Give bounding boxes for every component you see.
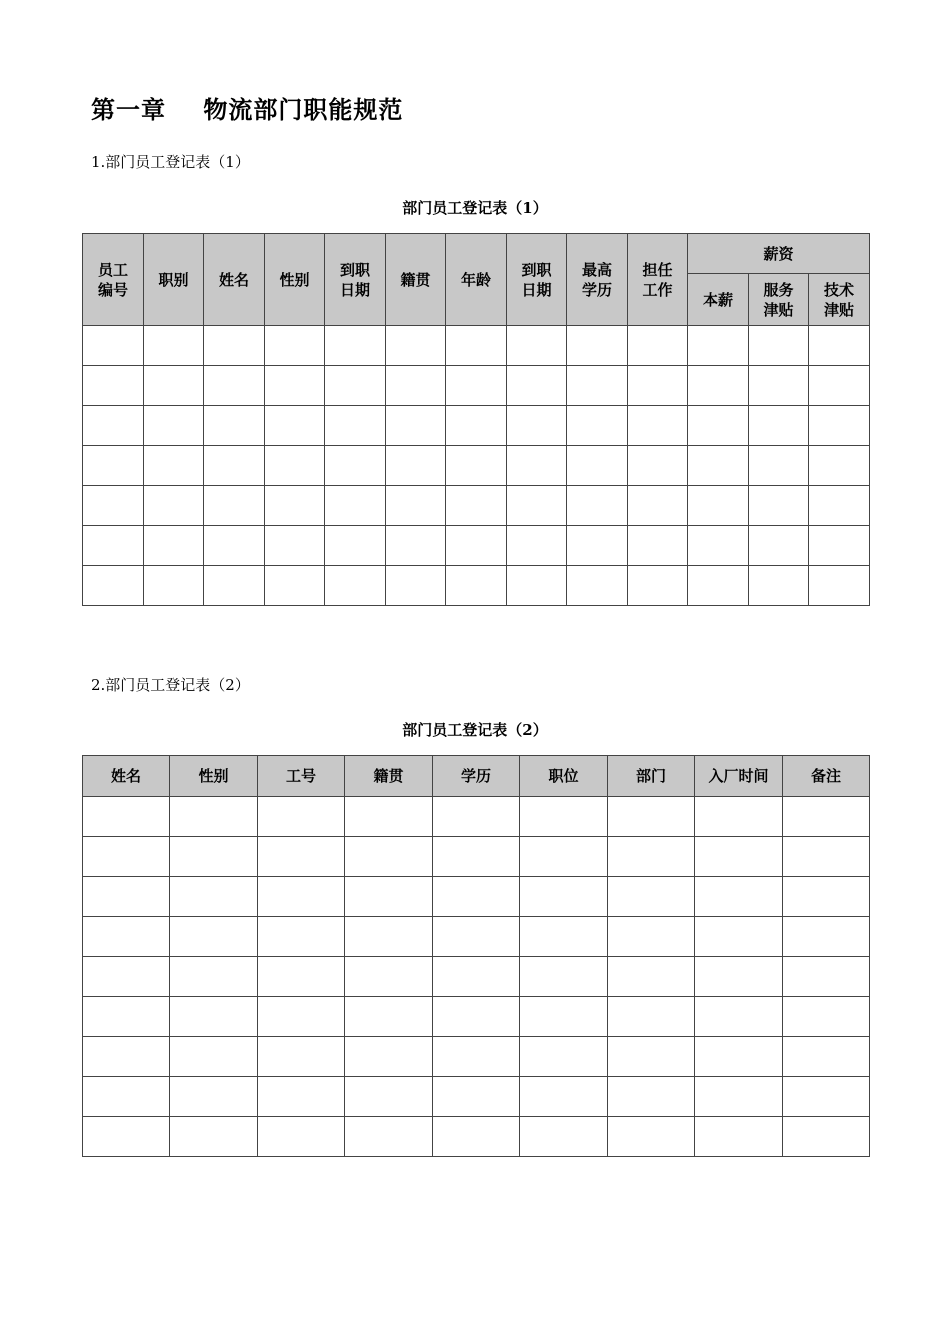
table-2-cell[interactable] xyxy=(345,1117,433,1157)
table-1-cell[interactable] xyxy=(325,406,386,446)
table-2-cell[interactable] xyxy=(345,957,433,997)
table-2-cell[interactable] xyxy=(258,877,345,917)
header-position: 职别 xyxy=(144,234,204,326)
table-1-cell[interactable] xyxy=(749,366,809,406)
table-2-row xyxy=(83,997,870,1037)
table-1-cell[interactable] xyxy=(386,326,446,366)
table-1-cell[interactable] xyxy=(809,526,870,566)
table-1-cell[interactable] xyxy=(688,446,749,486)
table-1-cell[interactable] xyxy=(204,406,265,446)
table-2-cell[interactable] xyxy=(520,837,608,877)
table-1-cell[interactable] xyxy=(628,406,688,446)
table-2-cell[interactable] xyxy=(170,1077,258,1117)
table-2-cell[interactable] xyxy=(83,797,170,837)
header-assignment: 担任 工作 xyxy=(628,234,688,326)
table-1-cell[interactable] xyxy=(265,526,325,566)
table-2-cell[interactable] xyxy=(783,837,870,877)
table-2-cell[interactable] xyxy=(83,957,170,997)
table-1-cell[interactable] xyxy=(688,326,749,366)
table-1-cell[interactable] xyxy=(809,326,870,366)
table-2-cell[interactable] xyxy=(520,1037,608,1077)
chapter-title: 第一章 物流部门职能规范 xyxy=(91,95,404,124)
table-2-cell[interactable] xyxy=(433,957,520,997)
table-2-cell[interactable] xyxy=(258,797,345,837)
table-2-header-cell: 性别 xyxy=(170,756,258,797)
table-2-cell[interactable] xyxy=(258,1117,345,1157)
table-2-cell[interactable] xyxy=(783,997,870,1037)
table-1-cell[interactable] xyxy=(688,566,749,606)
header-technical-allowance: 技术 津贴 xyxy=(809,274,870,326)
table-2-cell[interactable] xyxy=(783,1077,870,1117)
table-2-row xyxy=(83,1037,870,1077)
table-caption-1: 部门员工登记表（1） xyxy=(402,199,548,217)
header-start-date: 到职 日期 xyxy=(325,234,386,326)
table-1-cell[interactable] xyxy=(83,446,144,486)
table-2-cell[interactable] xyxy=(608,1077,695,1117)
table-2-cell[interactable] xyxy=(695,1117,783,1157)
table-2-cell[interactable] xyxy=(695,837,783,877)
table-1-cell[interactable] xyxy=(446,406,507,446)
table-2-cell[interactable] xyxy=(695,1077,783,1117)
table-1-row xyxy=(83,526,870,566)
table-1-cell[interactable] xyxy=(325,366,386,406)
table-2-cell[interactable] xyxy=(608,877,695,917)
table-2-cell[interactable] xyxy=(608,917,695,957)
table-2-cell[interactable] xyxy=(83,1077,170,1117)
table-2-cell[interactable] xyxy=(345,1077,433,1117)
table-1-cell[interactable] xyxy=(628,326,688,366)
table-2-cell[interactable] xyxy=(608,1037,695,1077)
table-1-cell[interactable] xyxy=(144,486,204,526)
table-1-cell[interactable] xyxy=(83,566,144,606)
table-1-cell[interactable] xyxy=(386,566,446,606)
table-1-cell[interactable] xyxy=(265,566,325,606)
header-appointment-date: 到职 日期 xyxy=(507,234,567,326)
table-2-cell[interactable] xyxy=(170,797,258,837)
table-1-cell[interactable] xyxy=(446,446,507,486)
table-1-cell[interactable] xyxy=(83,326,144,366)
table-2-cell[interactable] xyxy=(170,917,258,957)
table-1-cell[interactable] xyxy=(325,526,386,566)
table-2-row xyxy=(83,877,870,917)
table-1-cell[interactable] xyxy=(325,326,386,366)
table-1-cell[interactable] xyxy=(809,486,870,526)
table-2-cell[interactable] xyxy=(433,837,520,877)
table-2-header-cell: 学历 xyxy=(433,756,520,797)
table-1-cell[interactable] xyxy=(507,326,567,366)
table-1-cell[interactable] xyxy=(265,406,325,446)
table-1-cell[interactable] xyxy=(507,366,567,406)
table-2-cell[interactable] xyxy=(608,797,695,837)
table-2-cell[interactable] xyxy=(83,997,170,1037)
header-gender: 性别 xyxy=(265,234,325,326)
table-2-cell[interactable] xyxy=(345,877,433,917)
table-2-cell[interactable] xyxy=(520,957,608,997)
table-2-cell[interactable] xyxy=(170,877,258,917)
table-1-cell[interactable] xyxy=(446,486,507,526)
table-1-cell[interactable] xyxy=(749,566,809,606)
table-1-cell[interactable] xyxy=(809,446,870,486)
table-1-cell[interactable] xyxy=(144,446,204,486)
table-2-cell[interactable] xyxy=(345,837,433,877)
table-1-cell[interactable] xyxy=(386,366,446,406)
table-1-row xyxy=(83,446,870,486)
table-2-cell[interactable] xyxy=(170,837,258,877)
table-1-cell[interactable] xyxy=(386,526,446,566)
table-1-cell[interactable] xyxy=(507,406,567,446)
table-2-cell[interactable] xyxy=(783,877,870,917)
table-2-header-cell: 籍贯 xyxy=(345,756,433,797)
table-2-body xyxy=(83,797,870,1157)
table-1-cell[interactable] xyxy=(386,486,446,526)
table-2-cell[interactable] xyxy=(695,797,783,837)
table-2-header-row xyxy=(83,756,870,797)
table-2-row xyxy=(83,1077,870,1117)
table-1-cell[interactable] xyxy=(265,486,325,526)
table-1-cell[interactable] xyxy=(507,486,567,526)
table-2-row xyxy=(83,837,870,877)
table-1-cell[interactable] xyxy=(446,526,507,566)
table-2-header-cell: 部门 xyxy=(608,756,695,797)
table-2-cell[interactable] xyxy=(345,997,433,1037)
table-2-cell[interactable] xyxy=(695,957,783,997)
section-heading-1: 1.部门员工登记表（1） xyxy=(91,153,250,171)
table-1-cell[interactable] xyxy=(567,566,628,606)
table-2-header-cell: 工号 xyxy=(258,756,345,797)
table-2-cell[interactable] xyxy=(258,957,345,997)
table-1-cell[interactable] xyxy=(204,566,265,606)
table-1-cell[interactable] xyxy=(749,326,809,366)
table-2-cell[interactable] xyxy=(433,1117,520,1157)
table-2-cell[interactable] xyxy=(695,997,783,1037)
table-2-cell[interactable] xyxy=(258,1037,345,1077)
table-1-cell[interactable] xyxy=(809,366,870,406)
table-1-row xyxy=(83,366,870,406)
header-salary: 薪资 xyxy=(688,234,870,274)
table-2-cell[interactable] xyxy=(783,1037,870,1077)
table-2-cell[interactable] xyxy=(783,1117,870,1157)
table-1-cell[interactable] xyxy=(386,446,446,486)
table-1-cell[interactable] xyxy=(688,526,749,566)
header-base-pay: 本薪 xyxy=(688,274,749,326)
table-1-cell[interactable] xyxy=(144,526,204,566)
header-education: 最高 学历 xyxy=(567,234,628,326)
table-2-cell[interactable] xyxy=(433,997,520,1037)
table-2-cell[interactable] xyxy=(520,917,608,957)
table-2-cell[interactable] xyxy=(695,1037,783,1077)
table-1-cell[interactable] xyxy=(628,486,688,526)
table-1-cell[interactable] xyxy=(204,486,265,526)
table-1-cell[interactable] xyxy=(144,406,204,446)
table-1-cell[interactable] xyxy=(446,366,507,406)
table-1-cell[interactable] xyxy=(688,366,749,406)
table-2-cell[interactable] xyxy=(258,1077,345,1117)
table-2-row xyxy=(83,1117,870,1157)
table-1-cell[interactable] xyxy=(204,366,265,406)
table-2-cell[interactable] xyxy=(520,997,608,1037)
table-2-cell[interactable] xyxy=(695,877,783,917)
table-2-cell[interactable] xyxy=(608,837,695,877)
table-1-cell[interactable] xyxy=(688,486,749,526)
table-2-cell[interactable] xyxy=(520,1077,608,1117)
table-1-cell[interactable] xyxy=(386,406,446,446)
table-1-cell[interactable] xyxy=(204,446,265,486)
table-2-cell[interactable] xyxy=(258,997,345,1037)
table-1-cell[interactable] xyxy=(507,566,567,606)
table-1-row xyxy=(83,406,870,446)
table-2-header-cell: 职位 xyxy=(520,756,608,797)
table-1-cell[interactable] xyxy=(749,486,809,526)
table-2-cell[interactable] xyxy=(695,917,783,957)
table-1-cell[interactable] xyxy=(567,366,628,406)
table-1-cell[interactable] xyxy=(809,406,870,446)
table-2-cell[interactable] xyxy=(83,1037,170,1077)
table-2-cell[interactable] xyxy=(520,797,608,837)
table-caption-2: 部门员工登记表（2） xyxy=(402,721,548,739)
table-1-cell[interactable] xyxy=(507,446,567,486)
table-1-cell[interactable] xyxy=(628,366,688,406)
employee-register-table-1 xyxy=(82,233,870,606)
table-1-cell[interactable] xyxy=(265,326,325,366)
table-2-cell[interactable] xyxy=(170,1037,258,1077)
table-2-cell[interactable] xyxy=(433,1077,520,1117)
table-2-cell[interactable] xyxy=(83,1117,170,1157)
table-1-cell[interactable] xyxy=(83,406,144,446)
table-2-cell[interactable] xyxy=(520,1117,608,1157)
header-name: 姓名 xyxy=(204,234,265,326)
table-2-cell[interactable] xyxy=(83,837,170,877)
table-2-cell[interactable] xyxy=(170,1117,258,1157)
table-1-cell[interactable] xyxy=(628,526,688,566)
table-1-cell[interactable] xyxy=(628,446,688,486)
table-1-cell[interactable] xyxy=(83,526,144,566)
table-1-cell[interactable] xyxy=(265,366,325,406)
table-1-cell[interactable] xyxy=(688,406,749,446)
table-2-cell[interactable] xyxy=(783,917,870,957)
table-2-cell[interactable] xyxy=(433,877,520,917)
table-2-row xyxy=(83,957,870,997)
table-1-cell[interactable] xyxy=(749,446,809,486)
header-age: 年龄 xyxy=(446,234,507,326)
table-1-cell[interactable] xyxy=(507,526,567,566)
table-1-cell[interactable] xyxy=(567,406,628,446)
table-1-cell[interactable] xyxy=(144,566,204,606)
table-2-row xyxy=(83,917,870,957)
table-1-cell[interactable] xyxy=(749,406,809,446)
table-2-cell[interactable] xyxy=(258,917,345,957)
table-2-cell[interactable] xyxy=(608,1117,695,1157)
table-1-cell[interactable] xyxy=(325,566,386,606)
table-2-cell[interactable] xyxy=(258,837,345,877)
table-1-cell[interactable] xyxy=(749,526,809,566)
table-1-row xyxy=(83,486,870,526)
table-2-cell[interactable] xyxy=(783,797,870,837)
employee-register-table-2 xyxy=(82,755,870,1157)
table-1-cell[interactable] xyxy=(567,446,628,486)
table-1-cell[interactable] xyxy=(83,486,144,526)
table-1-cell[interactable] xyxy=(265,446,325,486)
table-1-row xyxy=(83,566,870,606)
table-2-cell[interactable] xyxy=(520,877,608,917)
table-2-cell[interactable] xyxy=(83,917,170,957)
header-native-place: 籍贯 xyxy=(386,234,446,326)
table-1-cell[interactable] xyxy=(446,566,507,606)
table-2-cell[interactable] xyxy=(433,797,520,837)
table-2-cell[interactable] xyxy=(170,997,258,1037)
table-2-cell[interactable] xyxy=(608,957,695,997)
header-employee-no: 员工 编号 xyxy=(83,234,144,326)
table-1-cell[interactable] xyxy=(144,366,204,406)
table-2-header-cell: 备注 xyxy=(783,756,870,797)
table-1-cell[interactable] xyxy=(446,326,507,366)
table-1-body xyxy=(83,326,870,606)
table-2-cell[interactable] xyxy=(608,997,695,1037)
table-2-row xyxy=(83,797,870,837)
table-2-cell[interactable] xyxy=(345,1037,433,1077)
section-heading-2: 2.部门员工登记表（2） xyxy=(91,676,250,694)
table-1-cell[interactable] xyxy=(567,326,628,366)
table-2-cell[interactable] xyxy=(345,797,433,837)
table-2-cell[interactable] xyxy=(783,957,870,997)
table-1-row xyxy=(83,326,870,366)
table-1-cell[interactable] xyxy=(144,326,204,366)
table-2-cell[interactable] xyxy=(345,917,433,957)
table-2-cell[interactable] xyxy=(170,957,258,997)
table-2-cell[interactable] xyxy=(433,917,520,957)
table-1-cell[interactable] xyxy=(204,326,265,366)
table-1-cell[interactable] xyxy=(325,446,386,486)
table-2-cell[interactable] xyxy=(83,877,170,917)
header-service-allowance: 服务 津贴 xyxy=(749,274,809,326)
table-1-cell[interactable] xyxy=(567,526,628,566)
table-1-cell[interactable] xyxy=(204,526,265,566)
table-2-header-cell: 姓名 xyxy=(83,756,170,797)
table-1-cell[interactable] xyxy=(809,566,870,606)
table-2-cell[interactable] xyxy=(433,1037,520,1077)
table-1-cell[interactable] xyxy=(628,566,688,606)
table-1-cell[interactable] xyxy=(83,366,144,406)
table-2-header-cell: 入厂时间 xyxy=(695,756,783,797)
table-1-cell[interactable] xyxy=(325,486,386,526)
table-1-cell[interactable] xyxy=(567,486,628,526)
